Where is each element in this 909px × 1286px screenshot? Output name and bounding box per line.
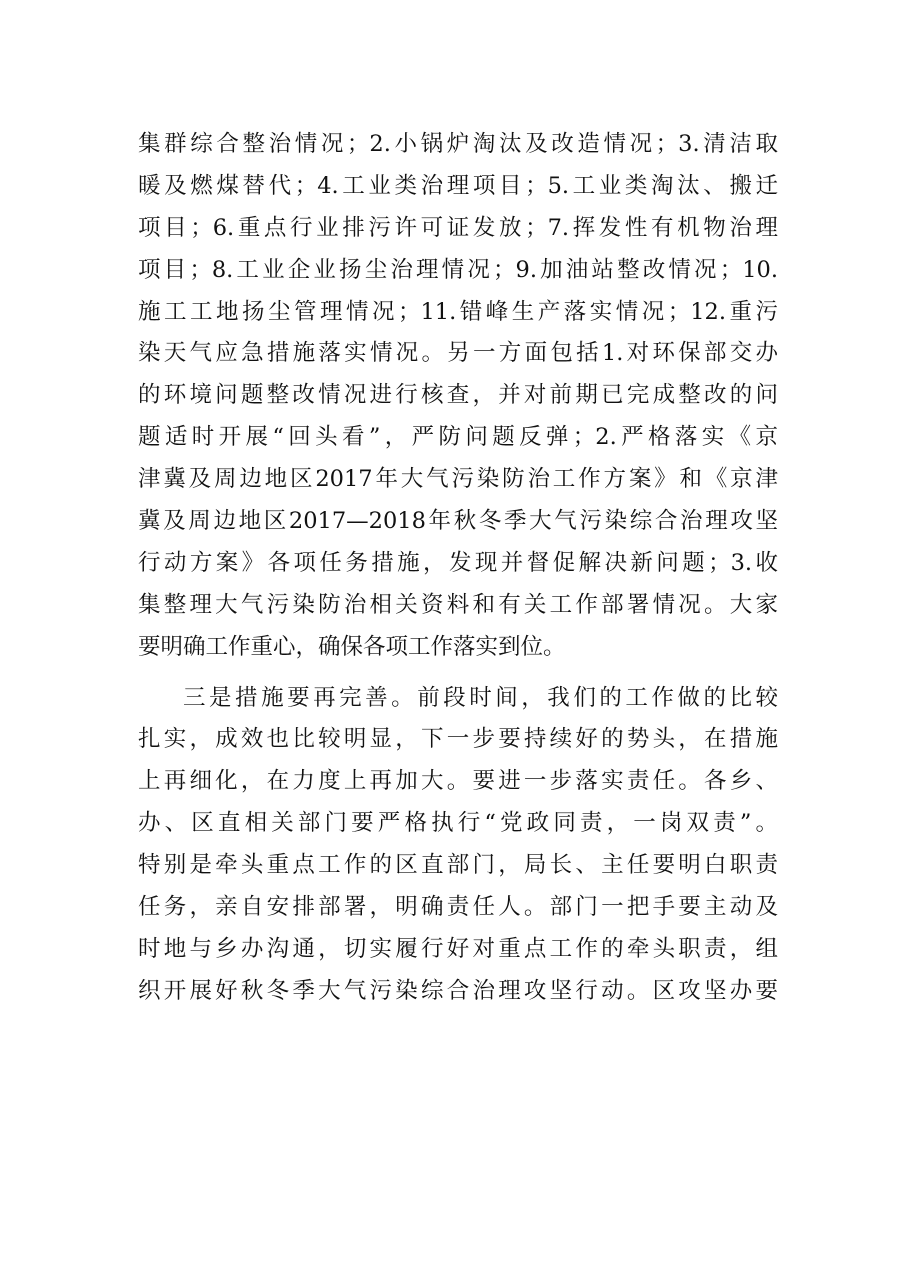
text-line: 项目；8.工业企业扬尘治理情况；9.加油站整改情况；10.: [138, 256, 778, 283]
text-line: 集整理大气污染防治相关资料和有关工作部署情况。大家: [138, 591, 778, 618]
paragraph-gap: [138, 669, 778, 678]
text-line: 暖及燃煤替代；4.工业类治理项目；5.工业类淘汰、搬迁: [138, 172, 778, 199]
paragraph-2: [138, 678, 778, 1013]
text-line: 项目；6.重点行业排污许可证发放；7.挥发性有机物治理: [138, 214, 778, 241]
document-body: [138, 124, 778, 1013]
paragraph-1: [138, 124, 778, 669]
text-line: 任务，亲自安排部署，明确责任人。部门一把手要主动及: [138, 894, 778, 921]
text-line: 办、区直相关部门要严格执行“党政同责，一岗双责”。: [138, 810, 778, 837]
text-line: 津冀及周边地区2017年大气污染防治工作方案》和《京津: [138, 466, 778, 493]
text-line: 集群综合整治情况；2.小锅炉淘汰及改造情况；3.清洁取: [138, 131, 778, 157]
text-line: 的环境问题整改情况进行核查，并对前期已完成整改的问: [138, 382, 778, 409]
text-line: 扎实，成效也比较明显，下一步要持续好的势头，在措施: [138, 726, 778, 753]
text-line: 冀及周边地区2017—2018年秋冬季大气污染综合治理攻坚: [138, 508, 778, 535]
text-line: 染天气应急措施落实情况。另一方面包括1.对环保部交办: [138, 340, 778, 367]
text-line: 三是措施要再完善。前段时间，我们的工作做的比较: [183, 684, 778, 711]
text-line: 织开展好秋冬季大气污染综合治理攻坚行动。区攻坚办要: [138, 977, 778, 1004]
text-line: 施工工地扬尘管理情况；11.错峰生产落实情况；12.重污: [138, 298, 778, 325]
text-line: 行动方案》各项任务措施，发现并督促解决新问题；3.收: [138, 549, 778, 576]
text-line: 上再细化，在力度上再加大。要进一步落实责任。各乡、: [138, 768, 778, 795]
text-line: 特别是牵头重点工作的区直部门，局长、主任要明白职责: [138, 852, 778, 879]
text-line: 要明确工作重心，确保各项工作落实到位。: [138, 633, 566, 660]
text-line: 时地与乡办沟通，切实履行好对重点工作的牵头职责，组: [138, 935, 778, 962]
text-line: 题适时开展“回头看”，严防问题反弹；2.严格落实《京: [138, 424, 778, 451]
